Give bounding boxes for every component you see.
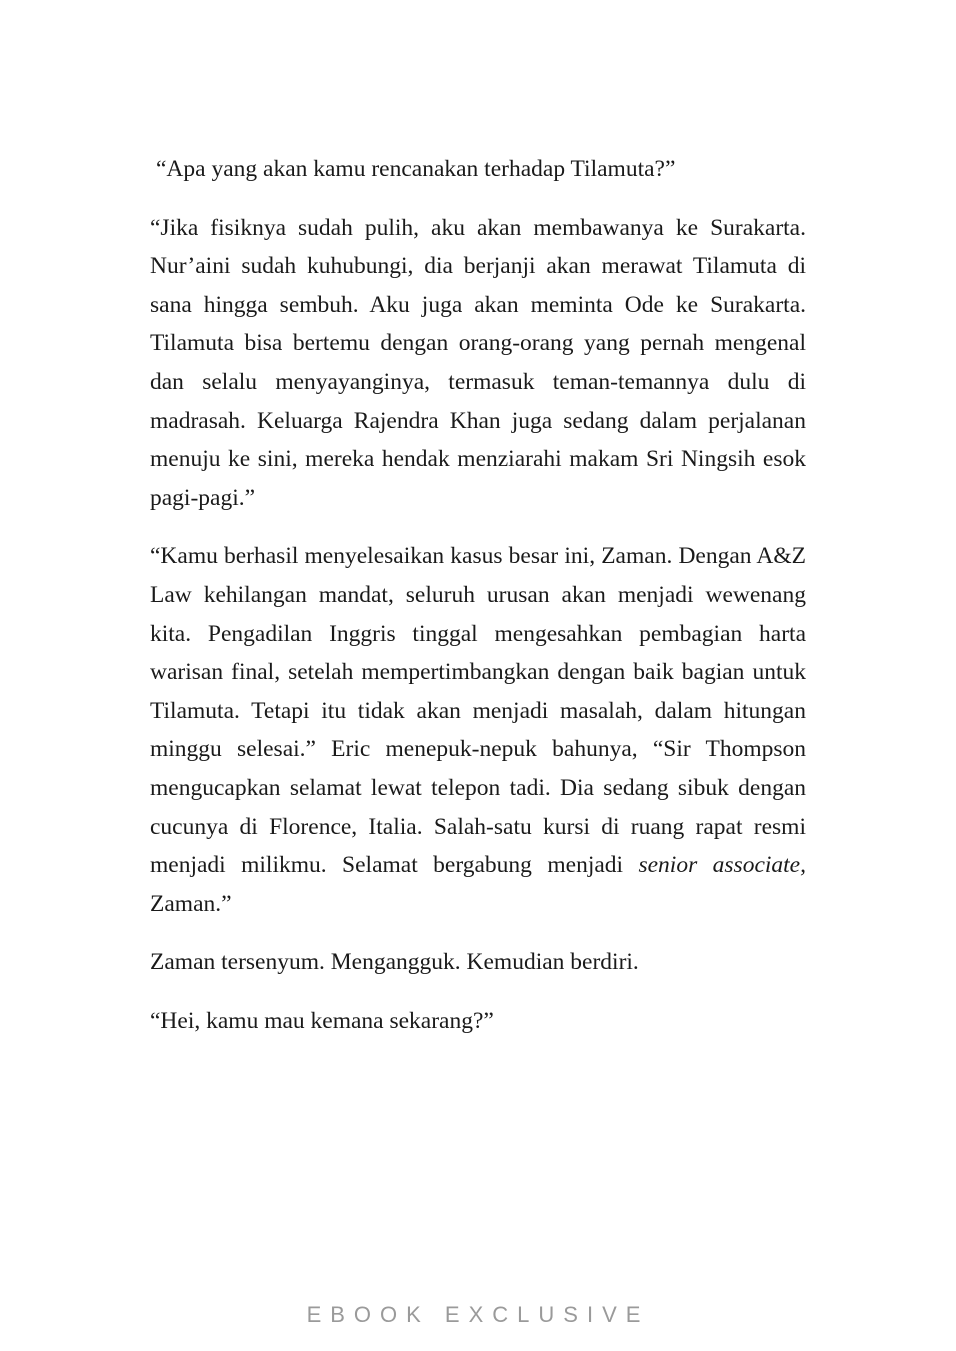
paragraph-congratulation-text: “Kamu berhasil menyelesaikan kasus besar ini, Zaman. Dengan A&Z Law kehilangan mandat, seluruh urusan akan menjadi wewenang kita. Pengadilan Inggris tinggal mengesahkan pembagian harta warisan final, setelah mempertimbangkan dengan baik bagian untuk Tilamuta. Tetapi itu tidak akan menjadi masalah, dalam hitungan minggu selesai.” Eric menepuk-nepuk bahunya, “Sir Thompson mengucapkan selamat lewat telepon tadi. Dia sedang sibuk dengan cucunya di Florence, Italia. Salah-satu kursi di ruang rapat resmi menjadi milikmu. Selamat bergabung menjadi <box>150 543 806 879</box>
paragraph-final-question: “Hei, kamu mau kemana sekarang?” <box>150 1007 494 1034</box>
page-body <box>150 150 806 1060</box>
paragraph-congratulation <box>150 537 806 923</box>
paragraph-question: “Apa yang akan kamu rencanakan terhadap Tilamuta?” <box>156 156 676 182</box>
paragraph-zaman-reaction: Zaman tersenyum. Mengangguk. Kemudian berdiri. <box>150 949 639 976</box>
italic-term: senior associate, <box>638 852 806 879</box>
paragraph-congratulation-end: Zaman.” <box>150 890 232 917</box>
paragraph-plan: “Jika fisiknya sudah pulih, aku akan membawanya ke Surakarta. Nur’aini sudah kuhubungi, dia berjanji akan merawat Tilamuta di sana hingga sembuh. Aku juga akan meminta Ode ke Surakarta. Tilamuta bisa bertemu dengan orang-orang yang pernah mengenal dan selalu menyayanginya, termasuk teman-temannya dulu di madrasah. Keluarga Rajendra Khan juga sedang dalam perjalanan menuju ke sini, mereka hendak menziarahi makam Sri Ningsih esok pagi-pagi.” <box>150 214 806 511</box>
footer-watermark: EBOOK EXCLUSIVE <box>306 1302 650 1327</box>
